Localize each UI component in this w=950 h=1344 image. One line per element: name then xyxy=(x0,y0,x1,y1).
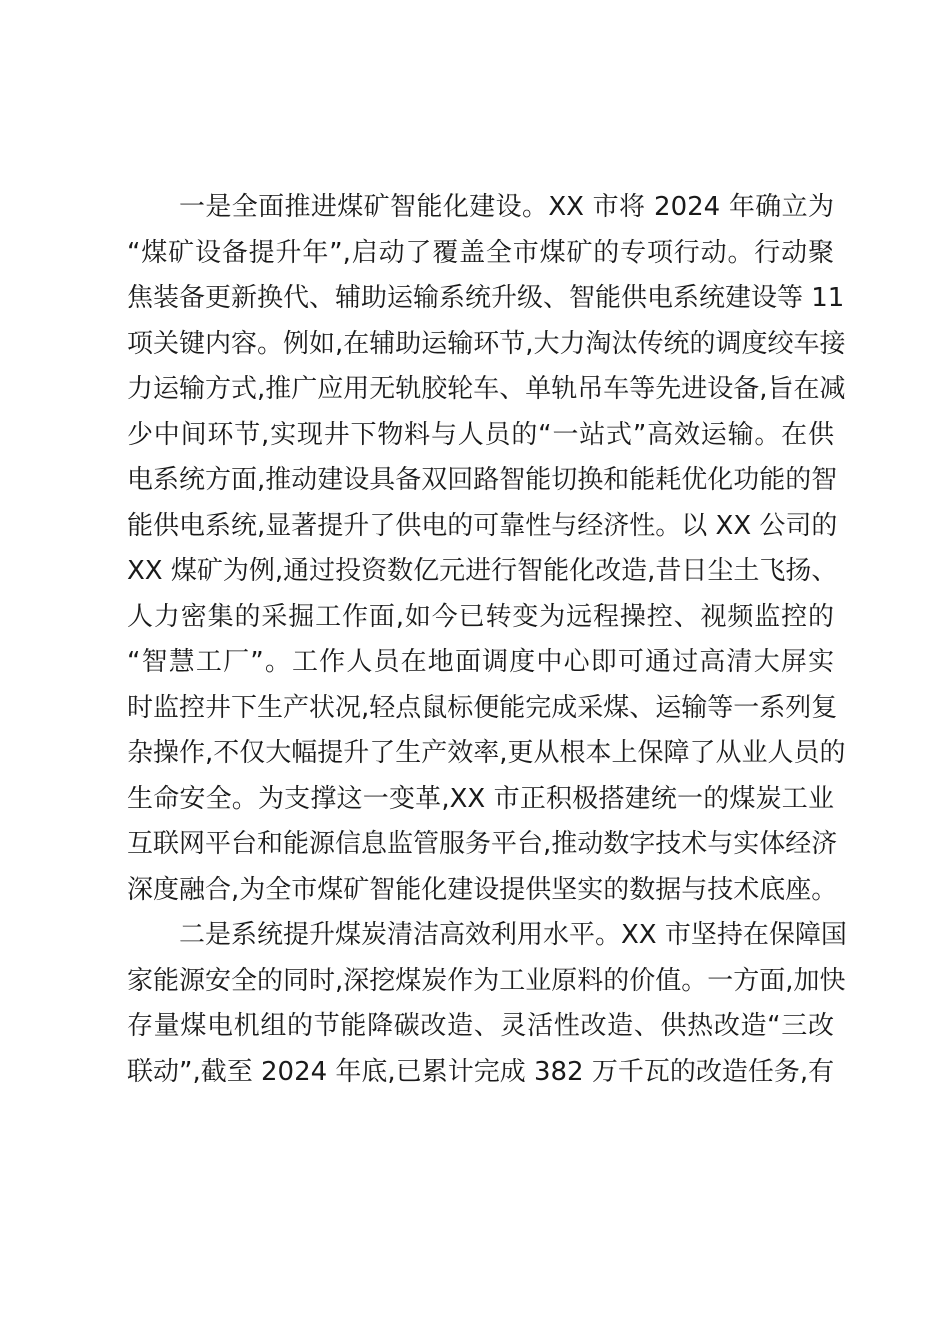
text-line: 人力密集的采掘工作面,如今已转变为远程操控、视频监控的 xyxy=(127,601,834,632)
text-line: 时监控井下生产状况,轻点鼠标便能完成采煤、运输等一系列复 xyxy=(127,692,838,723)
text-line: “煤矿设备提升年”,启动了覆盖全市煤矿的专项行动。行动聚 xyxy=(127,237,834,268)
paragraph-2 xyxy=(127,913,847,1095)
text-line: 能供电系统,显著提升了供电的可靠性与经济性。以 XX 公司的 xyxy=(127,510,838,541)
text-line: 生命安全。为支撑这一变革,XX 市正积极搭建统一的煤炭工业 xyxy=(127,783,834,814)
paragraph-1 xyxy=(127,185,846,913)
text-line: XX 煤矿为例,通过投资数亿元进行智能化改造,昔日尘土飞扬、 xyxy=(127,556,838,586)
text-line: 存量煤电机组的节能降碳改造、灵活性改造、供热改造“三改 xyxy=(127,1011,834,1041)
body-text xyxy=(127,185,847,1095)
text-line: 力运输方式,推广应用无轨胶轮车、单轨吊车等先进设备,旨在减 xyxy=(127,374,846,404)
text-line: 家能源安全的同时,深挖煤炭作为工业原料的价值。一方面,加快 xyxy=(127,965,846,996)
text-line: 项关键内容。例如,在辅助运输环节,大力淘汰传统的调度绞车接 xyxy=(127,328,846,359)
text-line: 杂操作,不仅大幅提升了生产效率,更从根本上保障了从业人员的 xyxy=(127,738,846,768)
text-line: 电系统方面,推动建设具备双回路智能切换和能耗优化功能的智 xyxy=(127,465,838,495)
text-line: 少中间环节,实现井下物料与人员的“一站式”高效运输。在供 xyxy=(127,419,834,450)
text-line: 一是全面推进煤矿智能化建设。XX 市将 2024 年确立为 xyxy=(179,192,834,222)
text-line: 二是系统提升煤炭清洁高效利用水平。XX 市坚持在保障国 xyxy=(179,920,847,950)
text-line: 联动”,截至 2024 年底,已累计完成 382 万千瓦的改造任务,有 xyxy=(127,1056,835,1087)
text-line: 深度融合,为全市煤矿智能化建设提供坚实的数据与技术底座。 xyxy=(127,874,838,905)
text-line: “智慧工厂”。工作人员在地面调度中心即可通过高清大屏实 xyxy=(127,647,834,677)
text-line: 焦装备更新换代、辅助运输系统升级、智能供电系统建设等 11 xyxy=(127,283,845,313)
text-line: 互联网平台和能源信息监管服务平台,推动数字技术与实体经济 xyxy=(127,829,838,859)
